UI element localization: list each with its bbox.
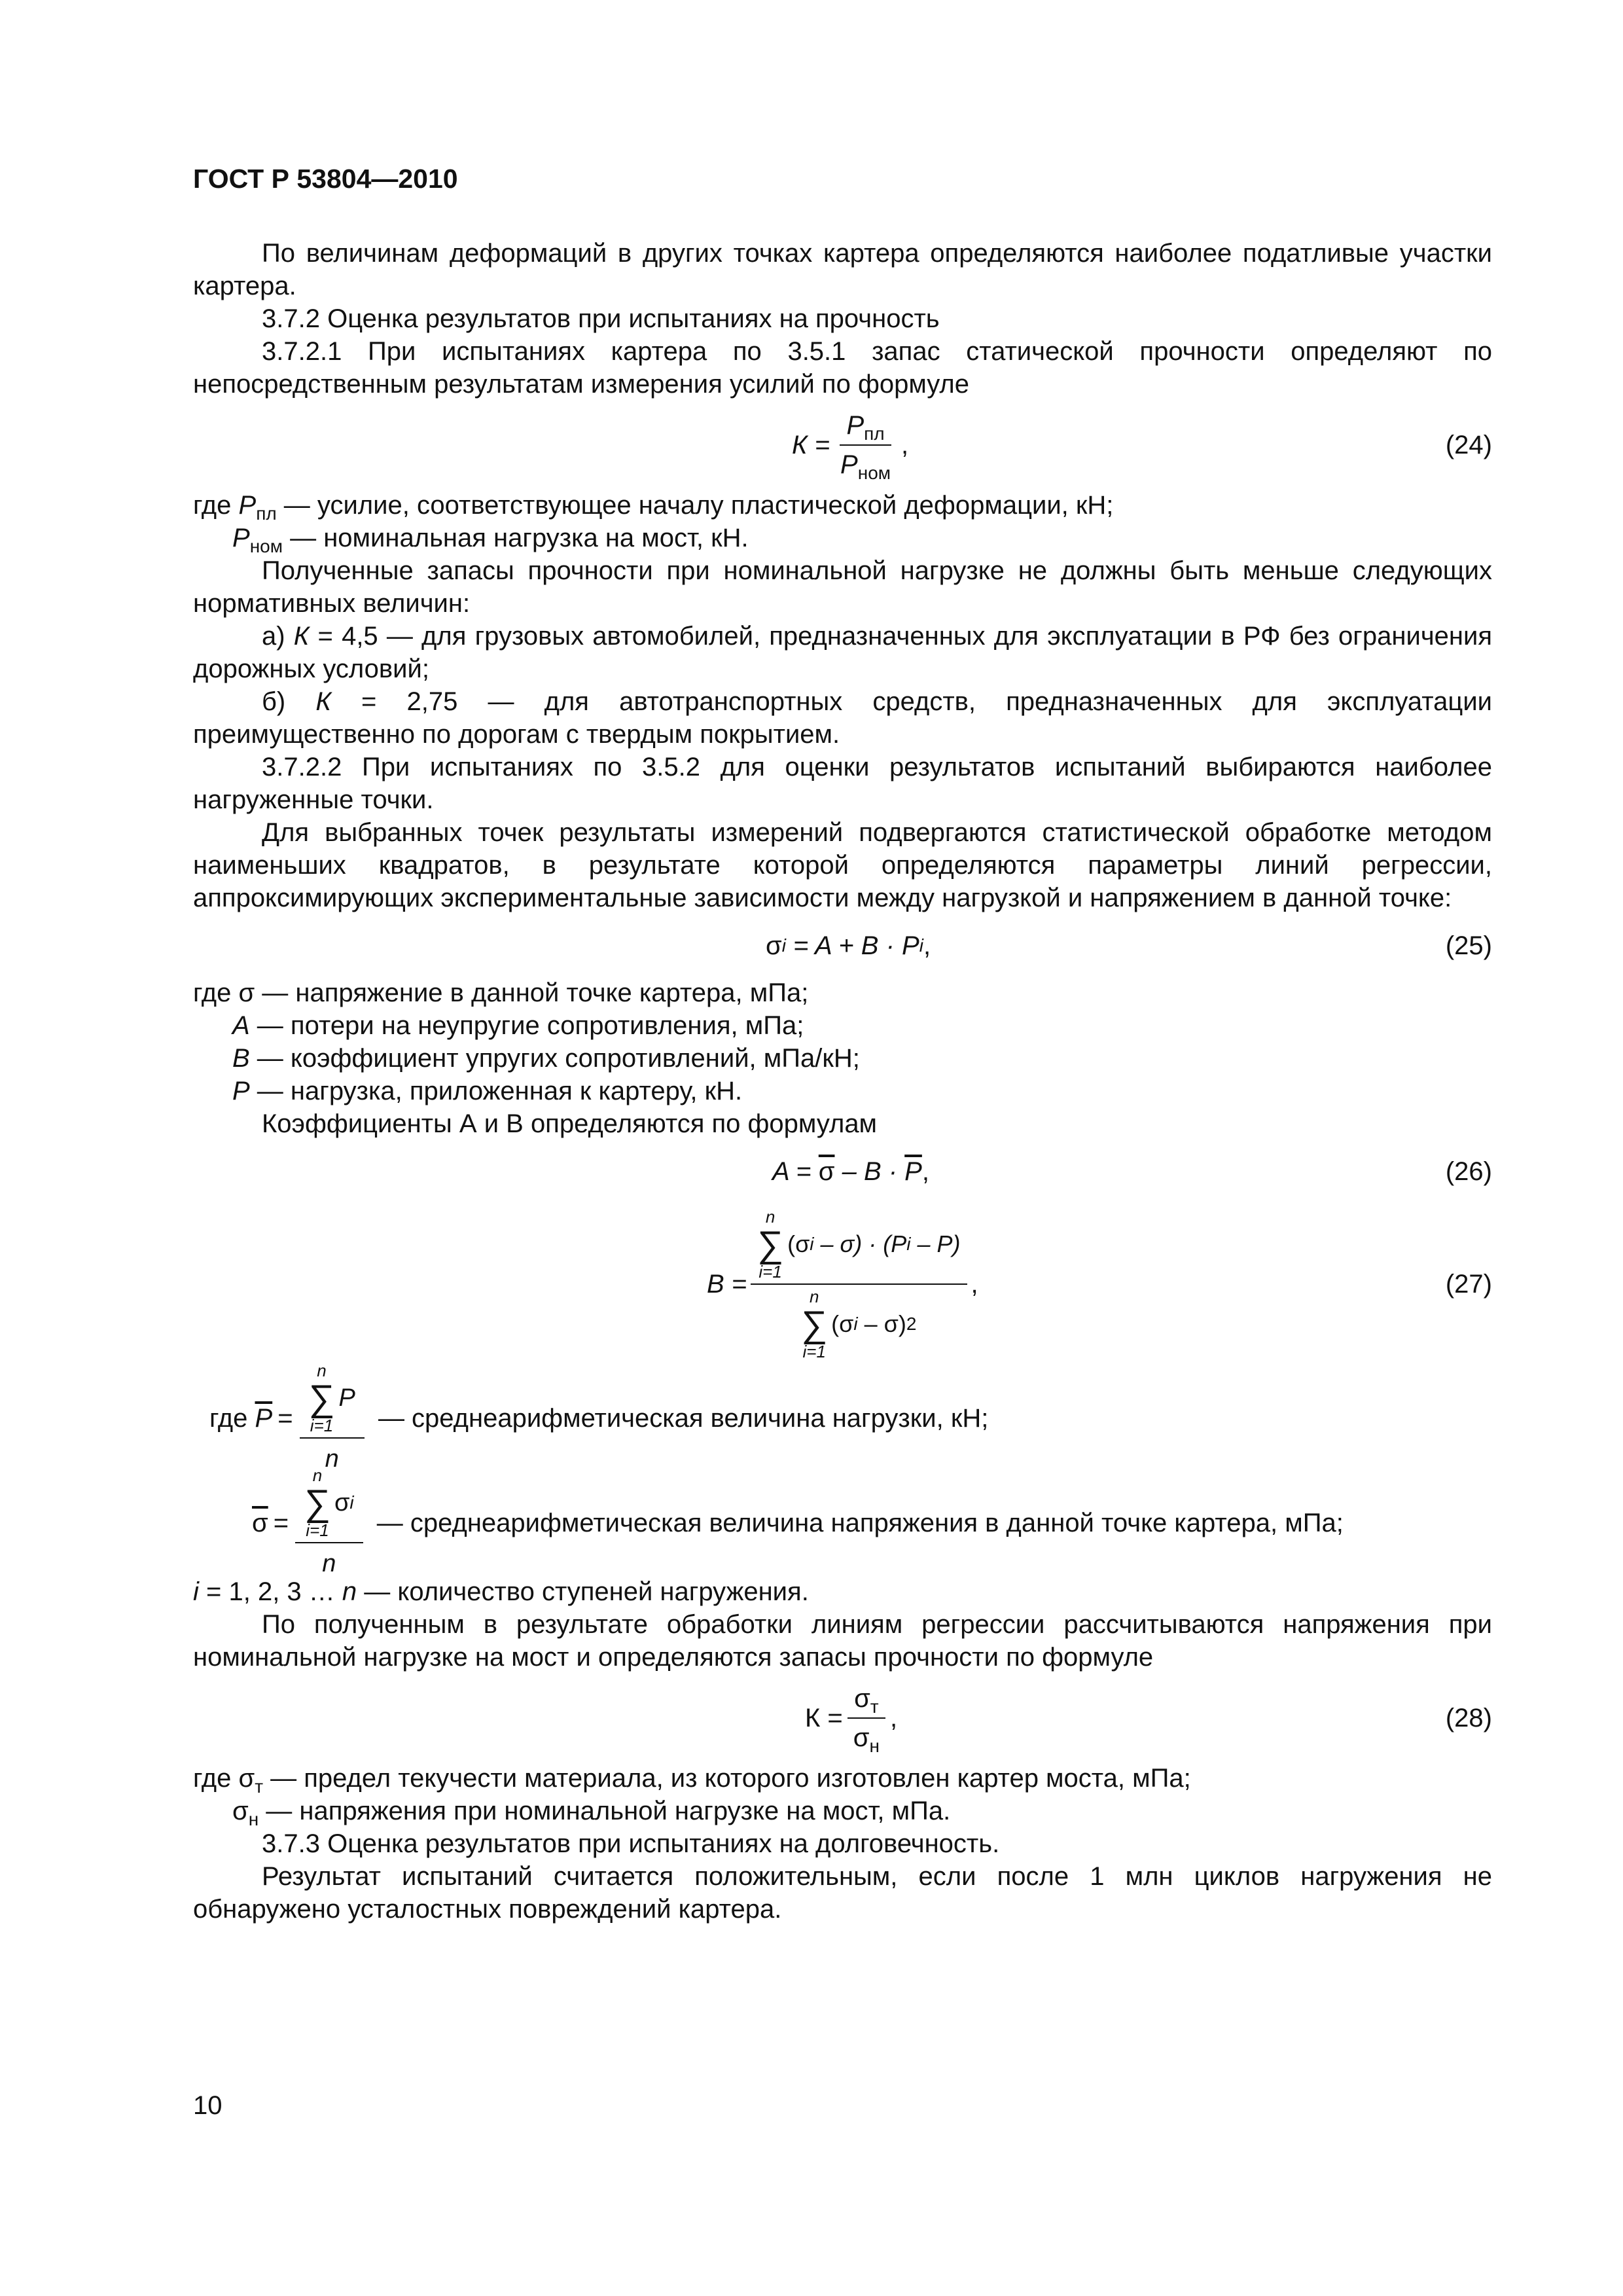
denominator: n ∑ i=1 (σ i – σ) 2 xyxy=(801,1287,917,1361)
numerator xyxy=(751,1208,967,1285)
fraction xyxy=(834,409,897,481)
definition-text: — номинальная нагрузка на мост, кН. xyxy=(282,524,749,552)
symbol: $\overline{\sigma}$ xyxy=(252,1509,268,1537)
equation-number: (28) xyxy=(1445,1703,1492,1732)
subscript: i xyxy=(853,1314,858,1334)
list-marker: а) xyxy=(262,622,294,651)
section-heading: 3.7.2 Оценка результатов при испытаниях на прочность xyxy=(262,304,940,333)
subscript: i xyxy=(919,935,923,956)
definition-lead: где σ xyxy=(193,1764,255,1793)
formula-tail: , xyxy=(923,931,931,960)
sum-operator xyxy=(309,1361,335,1435)
equation-27 xyxy=(193,1202,1492,1366)
denominator: n xyxy=(325,1445,339,1473)
formula xyxy=(792,409,908,481)
definition-text: — потери на неупругие сопротивления, мПа; xyxy=(249,1011,804,1040)
subscript: i xyxy=(906,1234,911,1254)
formula-body: (σ xyxy=(831,1310,854,1337)
equation-24 xyxy=(193,401,1492,489)
symbol: P xyxy=(232,1077,250,1105)
definition-line xyxy=(193,1795,1492,1827)
definition-text: = 1, 2, 3 … xyxy=(198,1577,342,1606)
equation-26 xyxy=(193,1140,1492,1202)
paragraph: По величинам деформаций в других точках картера определяются наиболее податливые участки картера. xyxy=(193,239,1492,300)
subscript: i xyxy=(810,1234,814,1254)
sum-operator xyxy=(801,1287,827,1361)
denominator xyxy=(834,446,897,481)
numerator xyxy=(840,409,891,446)
definition-line: где σ — напряжение в данной точке картера, мПа; xyxy=(193,978,809,1007)
definition-text: — количество ступеней нагружения. xyxy=(357,1577,809,1606)
upper-limit: n xyxy=(809,1287,819,1306)
sum-sign: ∑ xyxy=(308,1377,335,1418)
sum-sign: ∑ xyxy=(757,1223,784,1265)
list-text: = 4,5 — для грузовых автомобилей, предназначенных для эксплуатации в РФ без ограничения дорожных условий; xyxy=(193,622,1492,683)
numerator xyxy=(847,1682,885,1719)
subscript: ном xyxy=(249,536,283,556)
equation-number: (24) xyxy=(1445,430,1492,459)
paragraph: По полученным в результате обработки линиям регрессии рассчитываются напряжения при номинальной нагрузке на мост и определяются запасы прочности по формуле xyxy=(193,1610,1492,1672)
definition-text: — среднеарифметическая величина нагрузки, кН; xyxy=(370,1404,989,1433)
numerator xyxy=(300,1361,365,1439)
subscript: н xyxy=(248,1809,259,1829)
definition-line xyxy=(193,1762,1492,1795)
document-body xyxy=(193,237,1492,1926)
symbol: $\overline{P}$ xyxy=(255,1404,273,1433)
paragraph: 3.7.2.1 При испытаниях картера по 3.5.1 запас статической прочности определяют по непосредственным результатам измерения усилий по формуле xyxy=(193,337,1492,399)
definition-text: — коэффициент упругих сопротивлений, мПа/кН; xyxy=(249,1044,860,1073)
definition-line xyxy=(193,1075,1492,1107)
symbol: P xyxy=(846,410,865,440)
subscript: пл xyxy=(864,423,885,444)
definition-line xyxy=(193,1465,1492,1577)
formula-tail: , xyxy=(889,1703,898,1732)
symbol: P xyxy=(232,524,250,552)
document-header: ГОСТ Р 53804—2010 xyxy=(193,164,458,194)
formula-tail: , xyxy=(971,1270,978,1299)
list-item xyxy=(193,685,1492,751)
equation-28 xyxy=(193,1674,1492,1762)
definition-line xyxy=(193,1042,1492,1075)
subscript: i xyxy=(781,935,786,956)
sum-sign: ∑ xyxy=(304,1482,330,1523)
lower-limit: i=1 xyxy=(802,1342,826,1361)
section-heading: 3.7.3 Оценка результатов при испытаниях на долговечность. xyxy=(262,1829,1000,1858)
lower-limit: i=1 xyxy=(758,1262,782,1282)
symbol: P xyxy=(840,450,858,479)
symbol: σ xyxy=(334,1489,350,1516)
equation-25 xyxy=(193,914,1492,977)
symbol: $\overline{P}$ xyxy=(904,1157,922,1186)
subscript: т xyxy=(870,1696,879,1717)
symbol: К xyxy=(293,622,310,651)
lower-limit: i=1 xyxy=(306,1520,329,1540)
formula xyxy=(772,1155,929,1188)
formula-tail: , xyxy=(921,1157,929,1186)
symbol: n xyxy=(342,1577,357,1606)
symbol: σ xyxy=(853,1723,870,1752)
definition-lead: где xyxy=(209,1404,255,1433)
upper-limit: n xyxy=(317,1361,327,1380)
sum-sign: ∑ xyxy=(801,1303,828,1344)
denominator xyxy=(847,1719,886,1754)
fraction xyxy=(300,1361,365,1475)
sum-operator xyxy=(757,1208,783,1281)
symbol: B xyxy=(232,1044,250,1073)
definition-line xyxy=(193,1575,1492,1608)
paragraph: 3.7.2.2 При испытаниях по 3.5.2 для оценки результатов испытаний выбираются наиболее нагруженные точки. xyxy=(193,753,1492,814)
formula-body: – σ) · (P xyxy=(813,1230,907,1257)
definition-line xyxy=(193,522,1492,554)
symbol: σ xyxy=(766,931,782,960)
subscript: н xyxy=(869,1735,880,1756)
fraction xyxy=(847,1682,886,1754)
symbol: σ xyxy=(232,1797,249,1825)
formula xyxy=(766,929,931,962)
paragraph: Коэффициенты А и В определяются по формулам xyxy=(262,1109,878,1138)
symbol: P xyxy=(338,1384,355,1412)
formula-lhs: B = xyxy=(707,1270,747,1299)
formula-body: = A + B · P xyxy=(785,931,919,960)
formula-body: – B · xyxy=(834,1157,905,1186)
numerator xyxy=(295,1466,363,1543)
definition-lead: где xyxy=(193,491,239,520)
list-marker: б) xyxy=(262,687,316,716)
subscript: ном xyxy=(857,462,891,483)
equation-number: (27) xyxy=(1445,1270,1492,1299)
symbol: i xyxy=(193,1577,199,1606)
upper-limit: n xyxy=(765,1207,776,1227)
sum-operator xyxy=(304,1466,330,1539)
upper-limit: n xyxy=(312,1465,323,1485)
definition-line xyxy=(193,489,1492,522)
equals-sign: = xyxy=(273,1509,289,1537)
paragraph: Результат испытаний считается положительным, если после 1 млн циклов нагружения не обнаружено усталостных повреждений картера. xyxy=(193,1862,1492,1924)
definition-text: — напряжения при номинальной нагрузке на мост, мПа. xyxy=(259,1797,951,1825)
formula-lhs: К = xyxy=(792,430,830,459)
lower-limit: i=1 xyxy=(310,1416,334,1435)
fraction xyxy=(751,1208,967,1361)
definition-text: — предел текучести материала, из которого изготовлен картер моста, мПа; xyxy=(263,1764,1191,1793)
definition-text: — усилие, соответствующее началу пластической деформации, кН; xyxy=(276,491,1114,520)
paragraph: Полученные запасы прочности при номинальной нагрузке не должны быть меньше следующих нормативных величин: xyxy=(193,556,1492,618)
subscript: т xyxy=(255,1776,264,1797)
formula-lhs: К = xyxy=(805,1703,843,1732)
definition-line xyxy=(193,1009,1492,1042)
symbol: A xyxy=(232,1011,250,1040)
equation-number: (26) xyxy=(1445,1157,1492,1186)
definition-line xyxy=(193,1361,1492,1473)
formula-body: – P) xyxy=(910,1230,961,1257)
formula-body: – σ) xyxy=(857,1310,906,1337)
formula xyxy=(805,1682,897,1754)
list-item xyxy=(193,620,1492,685)
list-text: = 2,75 — для автотранспортных средств, предназначенных для эксплуатации преимущественно по дорогам с твердым покрытием. xyxy=(193,687,1493,749)
symbol: $\overline{\sigma}$ xyxy=(818,1157,835,1186)
formula-lhs: A = xyxy=(772,1157,819,1186)
equation-number: (25) xyxy=(1445,931,1492,960)
formula-body: (σ xyxy=(787,1230,810,1257)
formula xyxy=(707,1208,978,1361)
subscript: i xyxy=(349,1492,354,1513)
definition-text: — нагрузка, приложенная к картеру, кН. xyxy=(249,1077,743,1105)
formula-tail: , xyxy=(901,430,909,459)
symbol: P xyxy=(238,491,257,520)
denominator: n xyxy=(322,1550,336,1577)
subscript: пл xyxy=(256,503,277,524)
definition-text: — среднеарифметическая величина напряжения в данной точке картера, мПа; xyxy=(369,1509,1344,1537)
fraction xyxy=(295,1466,363,1580)
symbol: σ xyxy=(854,1683,870,1713)
paragraph: Для выбранных точек результаты измерений подвергаются статистической обработке методом наименьших квадратов, в результате которой определяются параметры линий регрессии, аппроксимирующих экспериментальные зависимости между нагрузкой и напряжением в данной точке: xyxy=(193,818,1492,912)
page-number: 10 xyxy=(193,2091,223,2120)
equals-sign: = xyxy=(277,1404,293,1433)
symbol: К xyxy=(315,687,331,716)
